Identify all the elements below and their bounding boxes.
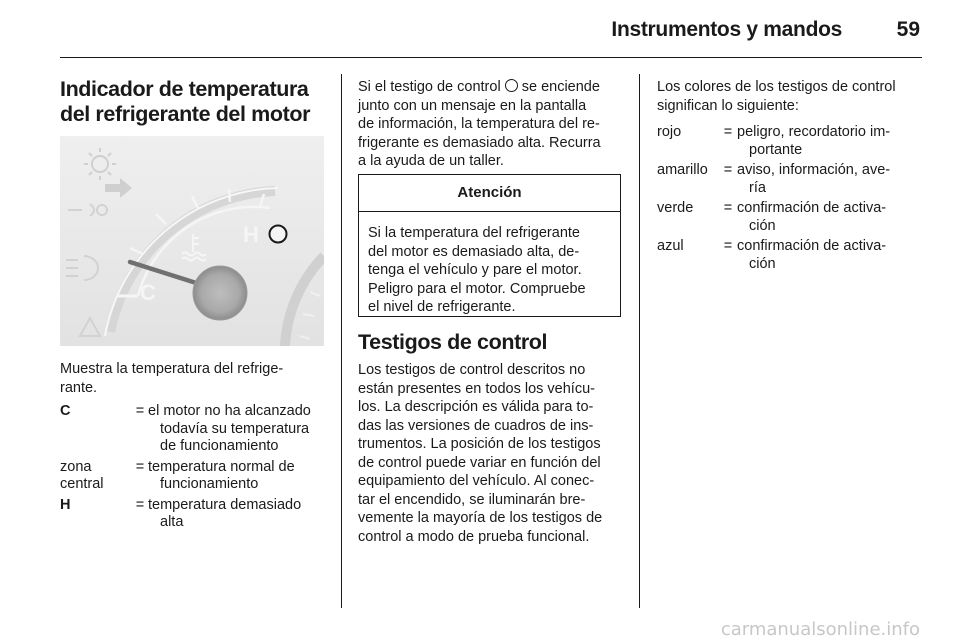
warning-title: Atención — [359, 175, 620, 212]
def-line: temperatura demasiado — [148, 496, 302, 513]
column-divider-1 — [341, 74, 342, 608]
definition-text — [737, 238, 919, 273]
text-line: del motor es demasiado alta, de- — [368, 243, 580, 260]
watermark: carmanualsonline.info — [720, 619, 920, 640]
def-line: todavía su temperatura — [160, 420, 310, 437]
gauge-hub — [193, 266, 247, 320]
text-line: das las versiones de cuadros de ins- — [358, 417, 594, 434]
definition-equals: = — [135, 496, 145, 513]
heading-line: Indicador de temperatura — [60, 77, 309, 101]
text-line: significan lo siguiente: — [657, 97, 799, 114]
text-line: junto con un mensaje en la pantalla — [358, 97, 587, 114]
gauge-drawing — [60, 136, 324, 346]
column-3 — [657, 78, 919, 273]
def-line: temperatura normal de — [148, 458, 295, 475]
definition-term: C — [60, 403, 71, 419]
page-number: 59 — [896, 18, 920, 41]
text-line: trumentos. La posición de los testigos — [358, 436, 601, 452]
def-line: confirmación de activa- — [737, 238, 887, 254]
definition-text — [737, 162, 919, 197]
section-title: Instrumentos y mandos — [611, 18, 842, 41]
text-line: Peligro para el motor. Compruebe — [368, 280, 586, 297]
text-line: los. La descripción es válida para to- — [358, 399, 594, 415]
text-line: de control puede variar en función del — [358, 454, 601, 471]
column-2 — [358, 78, 623, 171]
definition-term: H — [60, 496, 71, 513]
definition-row — [60, 459, 325, 494]
text-line: control a modo de prueba funcional. — [358, 528, 590, 545]
definition-equals: = — [723, 238, 733, 254]
color-definition-list — [657, 124, 919, 273]
coolant-gauge-illustration — [60, 136, 324, 346]
text-line: Los colores de los testigos de control — [657, 79, 896, 95]
definition-text — [737, 124, 919, 159]
definition-row — [657, 238, 919, 273]
def-line: confirmación de activa- — [737, 200, 887, 216]
text-line: frigerante es demasiado alta. Recurra — [358, 134, 601, 151]
gauge-definition-list — [60, 403, 325, 532]
text-line: Muestra la temperatura del refrige- — [60, 361, 284, 377]
def-line: portante — [749, 141, 803, 158]
def-line: funcionamiento — [160, 476, 259, 492]
text-line: equipamiento del vehículo. Al conec- — [358, 473, 595, 489]
def-line: aviso, información, ave- — [737, 162, 891, 178]
colors-intro — [657, 78, 919, 115]
def-line: ción — [749, 255, 776, 272]
definition-equals: = — [135, 403, 145, 419]
definition-row — [657, 124, 919, 159]
text-line: rante. — [60, 379, 98, 396]
def-line: el motor no ha alcanzado — [148, 403, 311, 419]
definition-row — [657, 162, 919, 197]
def-line: de funcionamiento — [160, 438, 279, 454]
definition-term: azul — [657, 238, 684, 254]
definition-equals: = — [723, 162, 733, 178]
warning-box — [358, 174, 621, 317]
warning-text — [359, 212, 620, 317]
definition-text — [148, 459, 325, 494]
intro-text — [60, 360, 325, 397]
definition-text — [148, 497, 325, 532]
def-line: peligro, recordatorio im- — [737, 124, 891, 140]
term-line: zona — [60, 458, 92, 475]
page-header — [0, 16, 960, 52]
warning-lamp-symbol-icon — [505, 79, 518, 92]
text-line: Los testigos de control descritos no — [358, 362, 586, 378]
definition-term — [60, 459, 132, 494]
heading-line: del refrigerante del motor — [60, 102, 311, 126]
section-heading-2: Testigos de control — [358, 330, 548, 354]
text-line: a la ayuda de un taller. — [358, 153, 504, 169]
testigos-paragraph — [358, 361, 623, 546]
body-text — [358, 361, 623, 546]
text-line: tenga el vehículo y pare el motor. — [368, 262, 582, 278]
definition-equals: = — [135, 458, 145, 475]
text-line: vemente la mayoría de los testigos de — [358, 510, 603, 526]
definition-text — [737, 200, 919, 235]
gauge-description — [60, 360, 325, 532]
definition-row — [60, 403, 325, 456]
definition-row — [60, 497, 325, 532]
term-line: central — [60, 476, 104, 492]
warning-lamp-paragraph — [358, 78, 623, 171]
definition-term: amarillo — [657, 162, 708, 178]
gauge-cold-label: C — [140, 280, 156, 305]
text-line: tar el encendido, se iluminarán bre- — [358, 491, 586, 508]
definition-text — [148, 403, 325, 456]
gauge-hot-label: H — [243, 222, 259, 247]
warning-lamp-icon — [270, 226, 287, 243]
def-line: ría — [749, 179, 766, 196]
text-line: de información, la temperatura del re- — [358, 116, 600, 132]
column-divider-2 — [639, 74, 640, 608]
text-line: se enciende — [521, 79, 600, 95]
text-line: Si la temperatura del refrigerante — [368, 225, 580, 241]
section-heading — [60, 77, 325, 127]
definition-row — [657, 200, 919, 235]
def-line: alta — [160, 514, 184, 530]
def-line: ción — [749, 217, 776, 234]
header-divider — [60, 57, 922, 58]
text-line: Si el testigo de control — [358, 79, 501, 95]
column-1 — [60, 74, 325, 127]
definition-term: verde — [657, 200, 694, 216]
definition-equals: = — [723, 124, 733, 140]
definition-term: rojo — [657, 124, 682, 140]
text-line: están presentes en todos los vehícu- — [358, 380, 595, 397]
definition-equals: = — [723, 200, 733, 216]
text-line: el nivel de refrigerante. — [368, 299, 516, 315]
